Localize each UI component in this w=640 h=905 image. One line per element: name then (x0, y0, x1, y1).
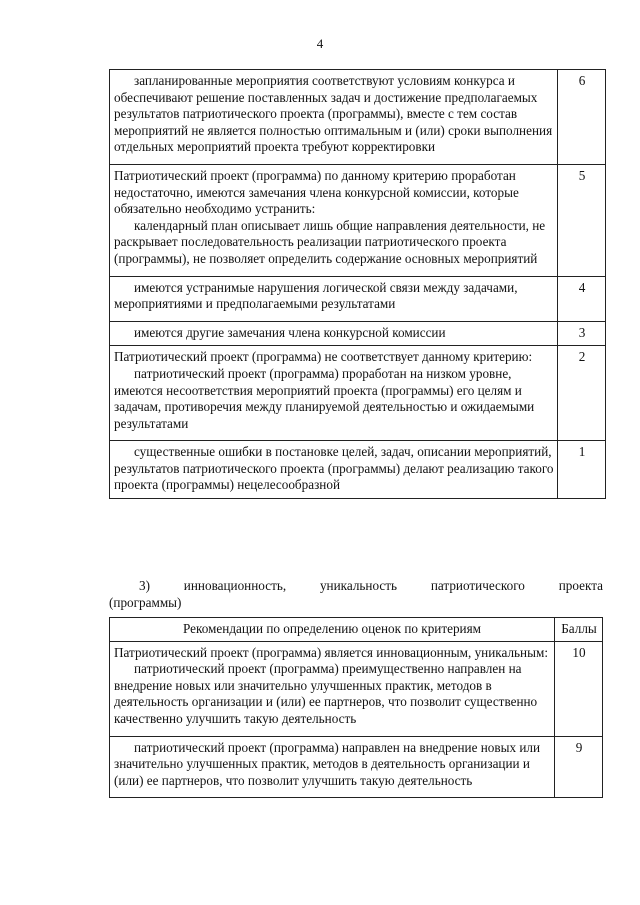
criterion-paragraph: существенные ошибки в постановке целей, задач, описании мероприятий, результатов патриотического проекта (программы) делают реализацию такого проекта (программы) нецелесообразной (114, 444, 554, 493)
table-row (110, 70, 606, 165)
criteria-table-top (109, 69, 606, 499)
criterion-description (110, 276, 558, 321)
criterion-score: 9 (555, 736, 603, 798)
criterion-score: 3 (558, 321, 606, 346)
criterion-paragraph: Патриотический проект (программа) по данному критерию проработан недостаточно, имеются замечания члена конкурсной комиссии, которые обязательно необходимо устранить: (114, 167, 519, 217)
section-heading-word: проекта (558, 578, 603, 593)
criterion-paragraph: запланированные мероприятия соответствуют условиям конкурса и обеспечивают решение поставленных задач и достижение предполагаемых результатов патриотического проекта (программы), вместе с тем состав мероприятий не является полностью оптимальным и (или) сроки выполнения отдельных мероприятий проекта требуют корректировки (114, 73, 553, 155)
table-row (110, 736, 603, 798)
criterion-description (110, 70, 558, 165)
table-row (110, 276, 606, 321)
table-header-row (110, 618, 603, 642)
criterion-description (110, 641, 555, 736)
criterion-description (110, 321, 558, 346)
criterion-paragraph: имеются другие замечания члена конкурсной комиссии (134, 324, 446, 340)
criterion-score: 10 (555, 641, 603, 736)
criterion-score: 4 (558, 276, 606, 321)
criterion-score: 5 (558, 164, 606, 276)
page-number: 4 (316, 36, 324, 51)
table-row (110, 641, 603, 736)
criterion-paragraph: имеются устранимые нарушения логической связи между задачами, мероприятиями и предполагаемыми результатами (114, 279, 518, 312)
criterion-description (110, 164, 558, 276)
table-row (110, 164, 606, 276)
section-heading-word: патриотического (430, 578, 525, 593)
criterion-description (110, 441, 558, 499)
header-description: Рекомендации по определению оценок по критериям (110, 618, 555, 642)
criterion-score: 6 (558, 70, 606, 165)
table-row (110, 441, 606, 499)
table-row (110, 346, 606, 441)
section-heading-line2: (программы) (109, 594, 182, 610)
criterion-score: 2 (558, 346, 606, 441)
section-heading (109, 578, 603, 611)
criterion-paragraph: Патриотический проект (программа) не соответствует данному критерию: (114, 349, 533, 365)
criterion-paragraph: календарный план описывает лишь общие направления деятельности, не раскрывает последовательность реализации патриотического проекта (программы), не позволяет определить содержание основных мероприятий (114, 217, 546, 266)
criterion-description (110, 346, 558, 441)
criterion-paragraph: патриотический проект (программа) преимущественно направлен на внедрение новых или значительно улучшенных практик, методов в деятельность организации и (или) ее партнеров, что позволит существенно качественно улучшить такую деятельность (114, 661, 538, 726)
criterion-paragraph: патриотический проект (программа) направлен на внедрение новых или значительно улучшенных практик, методов в деятельность организации и (или) ее партнеров, что позволит улучшить такую деятельность (114, 739, 541, 788)
section-heading-line1 (109, 578, 603, 595)
criterion-paragraph: патриотический проект (программа) проработан на низком уровне, имеются несоответствия мероприятий проекта (программы) его целям и задачам, противоречия между планируемой деятельностью и ожидаемыми результатами (114, 365, 535, 431)
criteria-table-bottom (109, 617, 603, 798)
header-score: Баллы (555, 618, 603, 642)
criterion-paragraph: Патриотический проект (программа) является инновационным, уникальным: (114, 644, 548, 660)
section-heading-word: уникальность (319, 578, 398, 593)
criterion-score: 1 (558, 441, 606, 499)
section-heading-word: 3) (139, 578, 150, 593)
criterion-description (110, 736, 555, 798)
table-row (110, 321, 606, 346)
section-heading-word: инновационность, (183, 578, 287, 593)
